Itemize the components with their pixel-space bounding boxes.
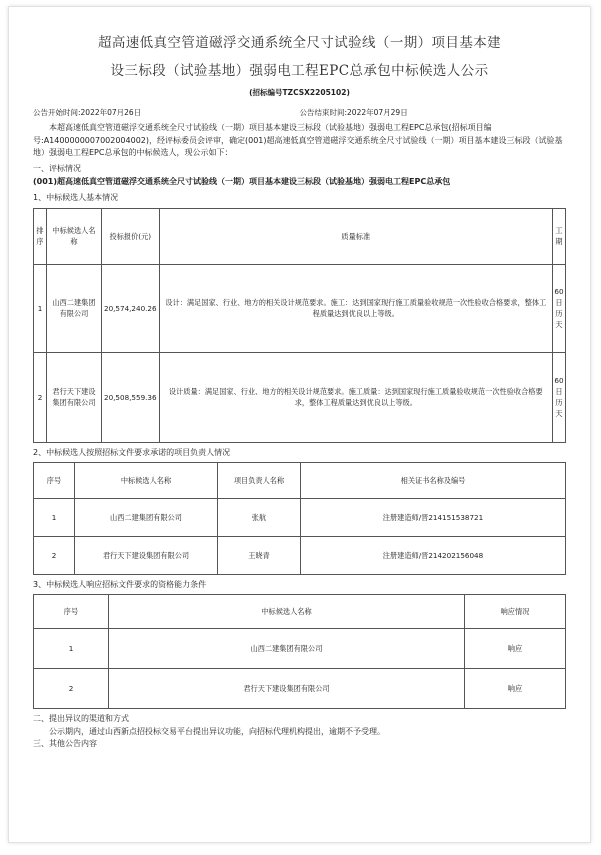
section-1-heading: 一、评标情况 [33,164,81,174]
header-price: 投标报价(元) [102,208,160,264]
cell-no: 1 [34,498,75,536]
table-row [34,264,566,352]
header-name: 中标候选人名称 [75,462,218,498]
title-line-1: 超高速低真空管道磁浮交通系统全尺寸试验线（一期）项目基本建 [97,35,502,51]
table-header-row [34,595,566,629]
cell-manager: 张航 [218,498,301,536]
cell-price: 20,508,559.36 [102,352,160,442]
table-row [34,629,566,669]
header-quality: 质量标准 [159,208,552,264]
cell-name: 君行天下建设集团有限公司 [75,536,218,574]
bid-number: (招标编号TZCSX2205102) [249,88,350,97]
cell-price: 20,574,240.26 [102,264,160,352]
header-manager: 项目负责人名称 [218,462,301,498]
cell-name: 山西二建集团有限公司 [75,498,218,536]
cell-no: 1 [34,629,109,669]
cell-cert: 注册建造师/晋214151538721 [301,498,566,536]
table-header-row [34,462,566,498]
candidates-table [33,208,566,443]
document-page [8,6,591,843]
cell-quality: 设计质量：满足国家、行业、地方的相关设计规范要求。施工质量：达到国家现行施工质量验收规范一次性验收合格要求，整体工程质量达到优良以上等级。 [159,352,552,442]
title-line-2: 设三标段（试验基地）强弱电工程EPC总承包中标候选人公示 [110,63,489,79]
end-date: 公告结束时间:2022年07月29日 [299,107,408,117]
section-1-detail: (001)超高速低真空管道磁浮交通系统全尺寸试验线（一期）项目基本建设三标段（试验基地）强弱电工程EPC总承包 [33,176,451,186]
table-row [34,352,566,442]
cell-rank: 1 [34,264,47,352]
header-rank: 排序 [34,208,47,264]
section-2-detail: 公示期内，通过山西新点招投标交易平台提出异议功能，向招标代理机构提出，逾期不予受理。 [49,726,385,736]
cell-no: 2 [34,669,109,709]
table-header-row [34,208,566,264]
header-name: 中标候选人名称 [47,208,102,264]
cell-manager: 王晓青 [218,536,301,574]
cell-response: 响应 [465,629,566,669]
header-no: 序号 [34,595,109,629]
cell-rank: 2 [34,352,47,442]
cell-name: 山西二建集团有限公司 [109,629,465,669]
header-period: 工期 [553,208,566,264]
subsection-1-heading: 1、中标候选人基本情况 [33,193,119,203]
cell-name: 君行天下建设集团有限公司 [47,352,102,442]
cell-response: 响应 [465,669,566,709]
page-title [33,29,566,85]
cell-cert: 注册建造师/晋214202156048 [301,536,566,574]
section-3-heading: 三、其他公告内容 [33,739,97,749]
header-response: 响应情况 [465,595,566,629]
cell-period: 60日历天 [553,264,566,352]
start-date: 公告开始时间:2022年07月26日 [33,107,142,117]
cell-period: 60日历天 [553,352,566,442]
subsection-2-heading: 2、中标候选人按照招标文件要求承诺的项目负责人情况 [33,447,231,457]
table-row [34,498,566,536]
managers-table [33,462,566,575]
cell-quality: 设计：满足国家、行业、地方的相关设计规范要求。施工：达到国家现行施工质量验收规范一次性验收合格要求，整体工程质量达到优良以上等级。 [159,264,552,352]
table-row [34,669,566,709]
cell-name: 君行天下建设集团有限公司 [109,669,465,709]
table-row [34,536,566,574]
subsection-3-heading: 3、中标候选人响应招标文件要求的资格能力条件 [33,579,207,589]
intro-paragraph: 本超高速低真空管道磁浮交通系统全尺寸试验线（一期）项目基本建设三标段（试验基地）强弱电工程EPC总承包(招标项目编号:A1400000007002004002)，经评标委员会评审，确定(001)超高速低真空管道磁浮交通系统全尺寸试验线（一期）项目基本建设三标段（试验基地）强弱电工程EPC总承包的中标候选人，现公示如下： [33,123,563,158]
notice-dates [33,107,566,119]
header-cert: 相关证书名称及编号 [301,462,566,498]
cell-name: 山西二建集团有限公司 [47,264,102,352]
header-no: 序号 [34,462,75,498]
cell-no: 2 [34,536,75,574]
header-name: 中标候选人名称 [109,595,465,629]
qualification-table [33,594,566,709]
section-2-heading: 二、提出异议的渠道和方式 [33,714,129,724]
